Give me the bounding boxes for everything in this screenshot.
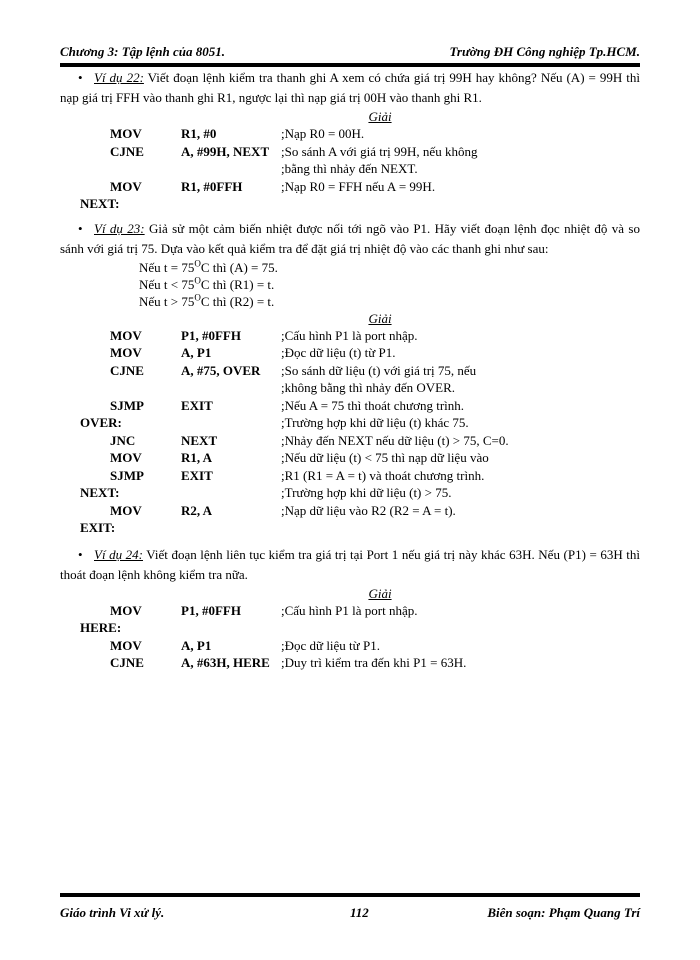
code-line: [60, 467, 640, 485]
code-line: [60, 327, 640, 345]
example-text: Giả sử một cảm biến nhiệt được nối tới ngõ vào P1. Hãy viết đoạn lệnh đọc nhiệt độ và so sánh với giá trị 75. Dựa vào kết quả kiểm tra để đặt giá trị nhiệt độ vào các thanh ghi như sau:: [60, 220, 640, 256]
code-opcode: MOV: [110, 602, 142, 618]
code-comment: ;So sánh dữ liệu (t) với giá trị 75, nếu: [281, 362, 477, 378]
code-opcode: MOV: [110, 502, 142, 518]
header-chapter: Chương 3: Tập lệnh của 8051.: [60, 44, 226, 59]
code-opcode: CJNE: [110, 655, 144, 670]
code-line: [60, 449, 640, 467]
condition-post: C thì (R2) = t.: [200, 293, 275, 309]
condition-pre: Nếu t = 75: [139, 259, 195, 275]
header-school: Trường ĐH Công nghiệp Tp.HCM.: [449, 44, 640, 59]
code-opcode: MOV: [110, 637, 142, 653]
code-operands: R2, A: [181, 502, 213, 518]
code-opcode: CJNE: [110, 143, 144, 159]
code-line: [60, 637, 640, 655]
condition-sup: O: [194, 292, 201, 303]
code-opcode: MOV: [110, 345, 142, 360]
footer-author: Biên soạn: Phạm Quang Trí: [487, 905, 640, 920]
code-opcode: SJMP: [110, 467, 144, 483]
code-comment: ;R1 (R1 = A = t) và thoát chương trình.: [281, 467, 485, 483]
example-label: Ví dụ 23:: [94, 220, 145, 236]
code-line: [60, 619, 640, 637]
code-line: [60, 414, 640, 432]
code-comment: ;Đọc dữ liệu từ P1.: [281, 637, 380, 653]
code-comment: ;Trường hợp khi dữ liệu (t) khác 75.: [281, 415, 469, 430]
code-comment: ;Nạp dữ liệu vào R2 (R2 = A = t).: [281, 502, 456, 518]
code-line: [60, 362, 640, 380]
example-paragraph: [60, 219, 640, 259]
code-opcode: MOV: [110, 327, 142, 343]
code-operands: R1, A: [181, 450, 213, 465]
code-opcode: MOV: [110, 126, 142, 141]
code-line: [60, 519, 640, 537]
condition-line: [139, 293, 640, 310]
code-operands: R1, #0FFH: [181, 178, 243, 194]
code-comment: ;Nạp R0 = FFH nếu A = 99H.: [281, 178, 436, 194]
condition-pre: Nếu t < 75: [139, 276, 195, 292]
code-comment: ;Trường hợp khi dữ liệu (t) > 75.: [281, 485, 452, 500]
code-line: [60, 125, 640, 143]
code-comment: ;Nếu dữ liệu (t) < 75 thì nạp dữ liệu vào: [281, 450, 489, 465]
condition-sup: O: [194, 275, 201, 286]
example-label: Ví dụ 22:: [94, 70, 144, 85]
code-comment: ;Cấu hình P1 là port nhập.: [281, 602, 418, 618]
code-opcode: MOV: [110, 178, 142, 194]
example-text: Viết đoạn lệnh kiểm tra thanh ghi A xem có chứa giá trị 99H hay không? Nếu (A) = 99H thì nạp giá trị FFH vào thanh ghi R1, ngược lại thì nạp giá trị 00H vào thanh ghi R1.: [60, 70, 640, 105]
condition-line: [139, 259, 640, 276]
code-comment: ;Nếu A = 75 thì thoát chương trình.: [281, 397, 465, 413]
code-comment: ;Đọc dữ liệu (t) từ P1.: [281, 345, 396, 360]
code-opcode: JNC: [110, 432, 136, 448]
code-line: [60, 195, 640, 213]
code-label: NEXT:: [80, 485, 120, 500]
bullet-icon: •: [78, 546, 83, 562]
code-comment: ;không bằng thì nhảy đến OVER.: [281, 380, 456, 395]
condition-post: C thì (R1) = t.: [200, 276, 275, 292]
code-operands: EXIT: [181, 467, 213, 483]
condition-line: [139, 276, 640, 293]
example-text: Viết đoạn lệnh liên tục kiểm tra giá trị tại Port 1 nếu giá trị này khác 63H. Nếu (P1) = 63H thì thoát đoạn lệnh không kiểm tra nữa.: [60, 546, 640, 582]
code-comment: ;bằng thì nhảy đến NEXT.: [281, 161, 418, 176]
solution-heading: Giải: [368, 109, 392, 124]
code-line: [60, 432, 640, 450]
code-operands: P1, #0FFH: [181, 327, 241, 343]
page-header: [60, 44, 640, 60]
footer-rule: [60, 893, 640, 897]
code-operands: A, #99H, NEXT: [181, 143, 270, 159]
code-comment: ;Nhảy đến NEXT nếu dữ liệu (t) > 75, C=0.: [281, 432, 509, 448]
code-operands: A, P1: [181, 637, 212, 653]
bullet-icon: •: [78, 220, 83, 236]
code-operands: NEXT: [181, 432, 218, 448]
code-opcode: MOV: [110, 450, 142, 465]
solution-heading: Giải: [368, 585, 392, 601]
code-line: [60, 344, 640, 362]
code-line: [60, 379, 640, 397]
condition-pre: Nếu t > 75: [139, 293, 195, 309]
page-number: 112: [350, 905, 369, 920]
code-comment: ;So sánh A với giá trị 99H, nếu không: [281, 143, 478, 159]
code-comment: ;Nạp R0 = 00H.: [281, 126, 365, 141]
code-opcode: SJMP: [110, 397, 144, 413]
code-line: [60, 178, 640, 196]
code-operands: A, #75, OVER: [181, 362, 261, 378]
code-line: [60, 502, 640, 520]
code-line: [60, 654, 640, 672]
solution-heading: Giải: [368, 310, 392, 326]
footer-book-title: Giáo trình Vi xử lý.: [60, 905, 165, 920]
code-operands: A, P1: [181, 345, 212, 360]
code-operands: EXIT: [181, 397, 213, 413]
page-content: [60, 68, 640, 672]
code-comment: ;Cấu hình P1 là port nhập.: [281, 327, 418, 343]
code-operands: P1, #0FFH: [181, 602, 241, 618]
header-rule: [60, 63, 640, 67]
code-label: EXIT:: [80, 520, 116, 535]
code-comment: ;Duy trì kiểm tra đến khi P1 = 63H.: [281, 655, 467, 670]
code-label: NEXT:: [80, 196, 120, 211]
code-line: [60, 397, 640, 415]
code-line: [60, 484, 640, 502]
code-opcode: CJNE: [110, 362, 144, 378]
code-operands: R1, #0: [181, 126, 217, 141]
code-label: OVER:: [80, 415, 122, 430]
example-paragraph: [60, 68, 640, 108]
condition-post: C thì (A) = 75.: [200, 259, 278, 275]
code-label: HERE:: [80, 620, 122, 635]
code-operands: A, #63H, HERE: [181, 655, 270, 670]
example-paragraph: [60, 545, 640, 585]
code-line: [60, 143, 640, 161]
code-line: [60, 160, 640, 178]
page-footer: [60, 905, 640, 921]
bullet-icon: •: [78, 70, 83, 85]
condition-sup: O: [194, 258, 201, 269]
example-label: Ví dụ 24:: [94, 546, 143, 562]
code-line: [60, 602, 640, 620]
